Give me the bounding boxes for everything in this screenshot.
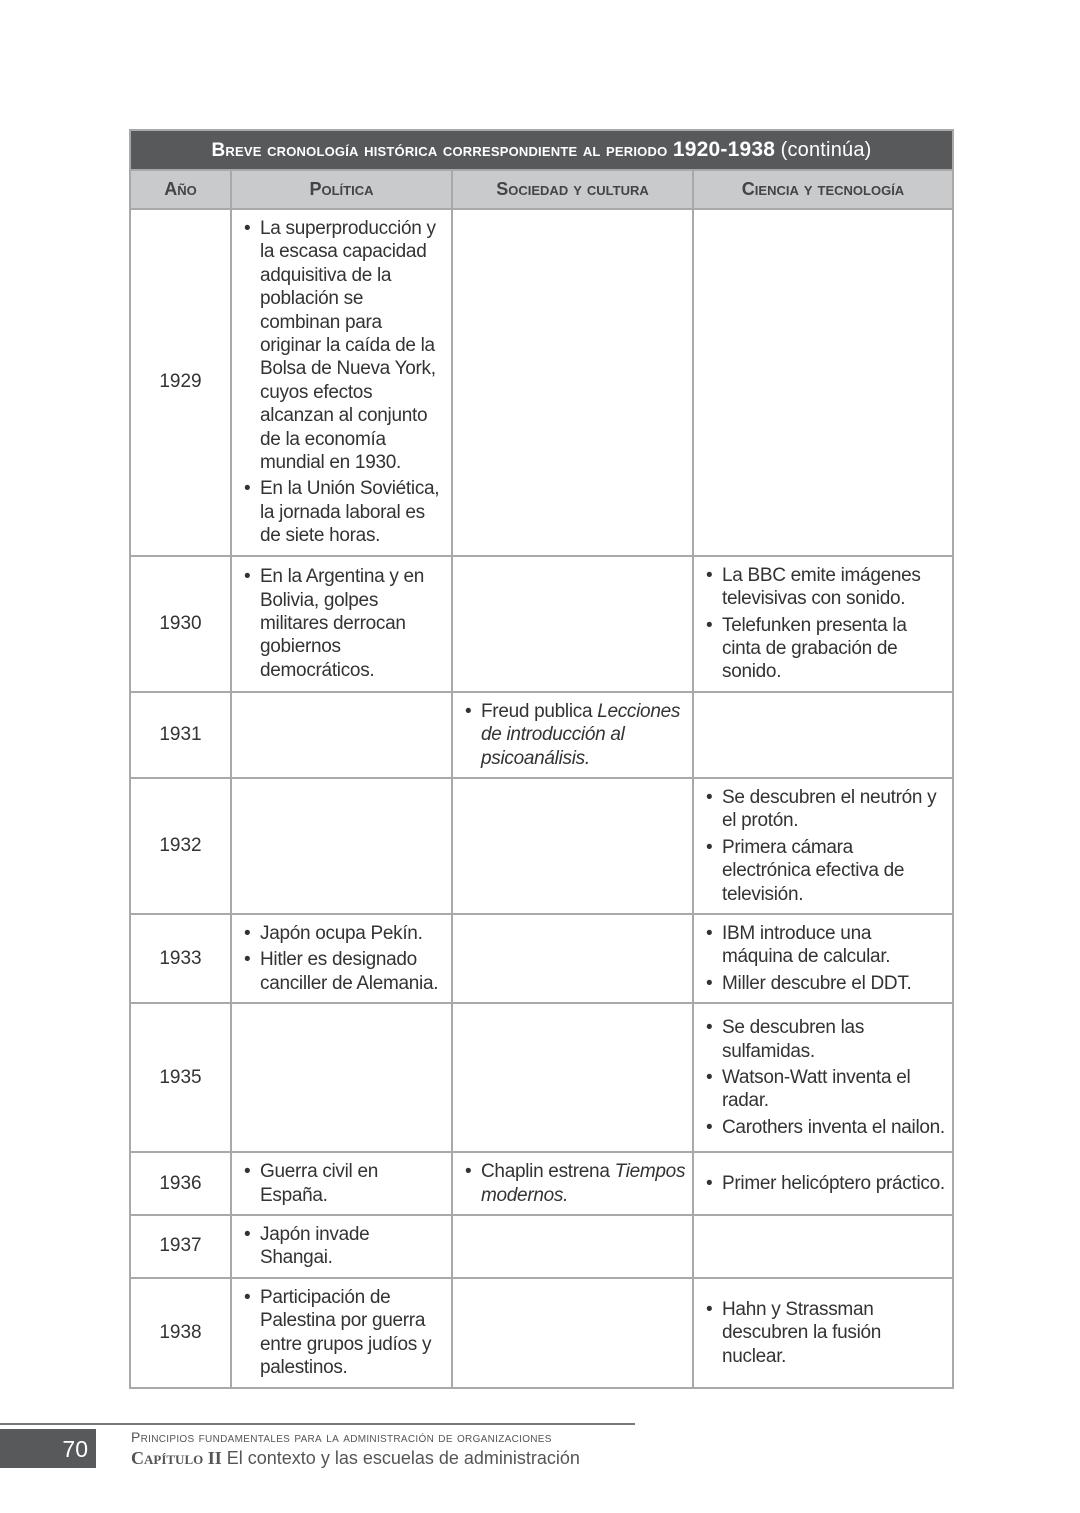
politics-list bbox=[238, 217, 445, 548]
year-cell: 1936 bbox=[130, 1152, 231, 1215]
chapter-title: El contexto y las escuelas de administración bbox=[226, 1447, 580, 1468]
science-list bbox=[700, 786, 946, 906]
list-item bbox=[722, 972, 946, 995]
society-cell bbox=[452, 778, 693, 914]
science-cell bbox=[693, 209, 953, 556]
table-row bbox=[130, 692, 953, 778]
politics-list bbox=[238, 565, 445, 682]
item-text: IBM introduce una máquina de calcular. bbox=[722, 922, 891, 968]
chapter-label: Capítulo II bbox=[131, 1447, 222, 1468]
list-item bbox=[722, 1172, 946, 1195]
item-text: En la Argentina y en Bolivia, golpes militares derrocan gobiernos democráticos. bbox=[260, 566, 425, 681]
politics-cell bbox=[231, 1152, 452, 1215]
politics-cell bbox=[231, 1215, 452, 1278]
politics-cell bbox=[231, 209, 452, 556]
item-text: Miller descubre el DDT. bbox=[722, 972, 912, 994]
chronology-table bbox=[129, 129, 954, 1389]
table-row bbox=[130, 1215, 953, 1278]
item-text: Primer helicóptero práctico. bbox=[722, 1172, 945, 1194]
politics-cell bbox=[231, 1003, 452, 1152]
table-row bbox=[130, 209, 953, 556]
page-number: 70 bbox=[0, 1429, 96, 1468]
politics-cell bbox=[231, 1278, 452, 1388]
list-item bbox=[722, 1116, 946, 1139]
list-item bbox=[722, 836, 946, 906]
list-item bbox=[722, 614, 946, 684]
item-text: Watson-Watt inventa el radar. bbox=[722, 1066, 911, 1112]
list-item bbox=[260, 217, 445, 474]
header-politics: Política bbox=[231, 170, 452, 209]
society-cell bbox=[452, 1152, 693, 1215]
item-text: Telefunken presenta la cinta de grabación de sonido. bbox=[722, 614, 907, 683]
year-cell: 1929 bbox=[130, 209, 231, 556]
year-cell: 1937 bbox=[130, 1215, 231, 1278]
list-item bbox=[260, 1223, 445, 1270]
italic-title: Tiempos modernos. bbox=[481, 1161, 686, 1206]
title-note: (continúa) bbox=[780, 139, 872, 161]
item-text: La superproducción y la escasa capacidad adquisitiva de la población se combinan para originar la caída de la Bolsa de Nueva York, cuyos efectos alcanzan al conjunto de la economía mundial en 1930. bbox=[260, 218, 436, 474]
society-list bbox=[459, 700, 686, 770]
year-cell: 1933 bbox=[130, 914, 231, 1003]
italic-title: Lecciones de introducción al psicoanálisis. bbox=[481, 700, 681, 769]
list-item bbox=[722, 564, 946, 611]
politics-list bbox=[238, 1286, 445, 1380]
science-list bbox=[700, 564, 946, 684]
item-text: Japón invade Shangai. bbox=[260, 1224, 370, 1269]
science-cell bbox=[693, 778, 953, 914]
politics-list bbox=[238, 1160, 445, 1207]
society-cell bbox=[452, 1278, 693, 1388]
item-text: En la Unión Soviética, la jornada laboral es de siete horas. bbox=[260, 478, 440, 547]
title-text: Breve cronología histórica correspondiente al periodo bbox=[211, 140, 668, 161]
society-list bbox=[459, 1160, 686, 1207]
footer-divider bbox=[0, 1423, 635, 1425]
list-item bbox=[722, 786, 946, 833]
list-item bbox=[722, 1298, 946, 1368]
list-item bbox=[260, 477, 445, 547]
item-text: Carothers inventa el nailon. bbox=[722, 1116, 945, 1138]
item-text: Participación de Palestina por guerra entre grupos judíos y palestinos. bbox=[260, 1287, 432, 1379]
science-cell bbox=[693, 1278, 953, 1388]
page-footer bbox=[0, 1423, 1080, 1473]
science-cell bbox=[693, 914, 953, 1003]
book-title: Principios fundamentales para la administración de organizaciones bbox=[131, 1428, 552, 1445]
year-cell: 1930 bbox=[130, 556, 231, 692]
table-row bbox=[130, 1003, 953, 1152]
item-text: Se descubren las sulfamidas. bbox=[722, 1017, 865, 1062]
list-item bbox=[260, 948, 445, 995]
table-row bbox=[130, 1152, 953, 1215]
list-item bbox=[260, 565, 445, 682]
politics-cell bbox=[231, 556, 452, 692]
politics-cell bbox=[231, 692, 452, 778]
item-text: Freud publica bbox=[481, 700, 598, 722]
society-cell bbox=[452, 1003, 693, 1152]
header-society: Sociedad y cultura bbox=[452, 170, 693, 209]
society-cell bbox=[452, 556, 693, 692]
list-item bbox=[481, 700, 686, 770]
science-cell bbox=[693, 692, 953, 778]
table-row bbox=[130, 778, 953, 914]
year-cell: 1931 bbox=[130, 692, 231, 778]
science-list bbox=[700, 1016, 946, 1139]
science-cell bbox=[693, 1215, 953, 1278]
item-text: Guerra civil en España. bbox=[260, 1161, 378, 1206]
item-text: Se descubren el neutrón y el protón. bbox=[722, 786, 937, 832]
table-title bbox=[130, 130, 953, 170]
society-cell bbox=[452, 209, 693, 556]
politics-cell bbox=[231, 914, 452, 1003]
politics-cell bbox=[231, 778, 452, 914]
item-text: Chaplin estrena bbox=[481, 1161, 615, 1183]
header-year: Año bbox=[130, 170, 231, 209]
chapter-line bbox=[131, 1448, 580, 1469]
item-text: Hahn y Strassman descubren la fusión nuclear. bbox=[722, 1298, 882, 1367]
list-item bbox=[260, 922, 445, 945]
science-list bbox=[700, 922, 946, 995]
science-list bbox=[700, 1172, 946, 1195]
year-cell: 1938 bbox=[130, 1278, 231, 1388]
society-cell bbox=[452, 914, 693, 1003]
title-years: 1920-1938 bbox=[672, 138, 776, 161]
year-cell: 1932 bbox=[130, 778, 231, 914]
item-text: La BBC emite imágenes televisivas con sonido. bbox=[722, 564, 921, 610]
list-item bbox=[722, 922, 946, 969]
year-cell: 1935 bbox=[130, 1003, 231, 1152]
item-text: Hitler es designado canciller de Alemania. bbox=[260, 949, 439, 994]
list-item bbox=[260, 1286, 445, 1380]
list-item bbox=[481, 1160, 686, 1207]
science-list bbox=[700, 1298, 946, 1368]
science-cell bbox=[693, 556, 953, 692]
society-cell bbox=[452, 1215, 693, 1278]
table-row bbox=[130, 556, 953, 692]
header-science: Ciencia y tecnología bbox=[693, 170, 953, 209]
table-body bbox=[130, 209, 953, 1388]
politics-list bbox=[238, 922, 445, 995]
politics-list bbox=[238, 1223, 445, 1270]
science-cell bbox=[693, 1003, 953, 1152]
item-text: Japón ocupa Pekín. bbox=[260, 922, 423, 944]
list-item bbox=[722, 1066, 946, 1113]
list-item bbox=[722, 1016, 946, 1063]
table-row bbox=[130, 1278, 953, 1388]
item-text: Primera cámara electrónica efectiva de televisión. bbox=[722, 836, 905, 905]
table-row bbox=[130, 914, 953, 1003]
society-cell bbox=[452, 692, 693, 778]
list-item bbox=[260, 1160, 445, 1207]
science-cell bbox=[693, 1152, 953, 1215]
